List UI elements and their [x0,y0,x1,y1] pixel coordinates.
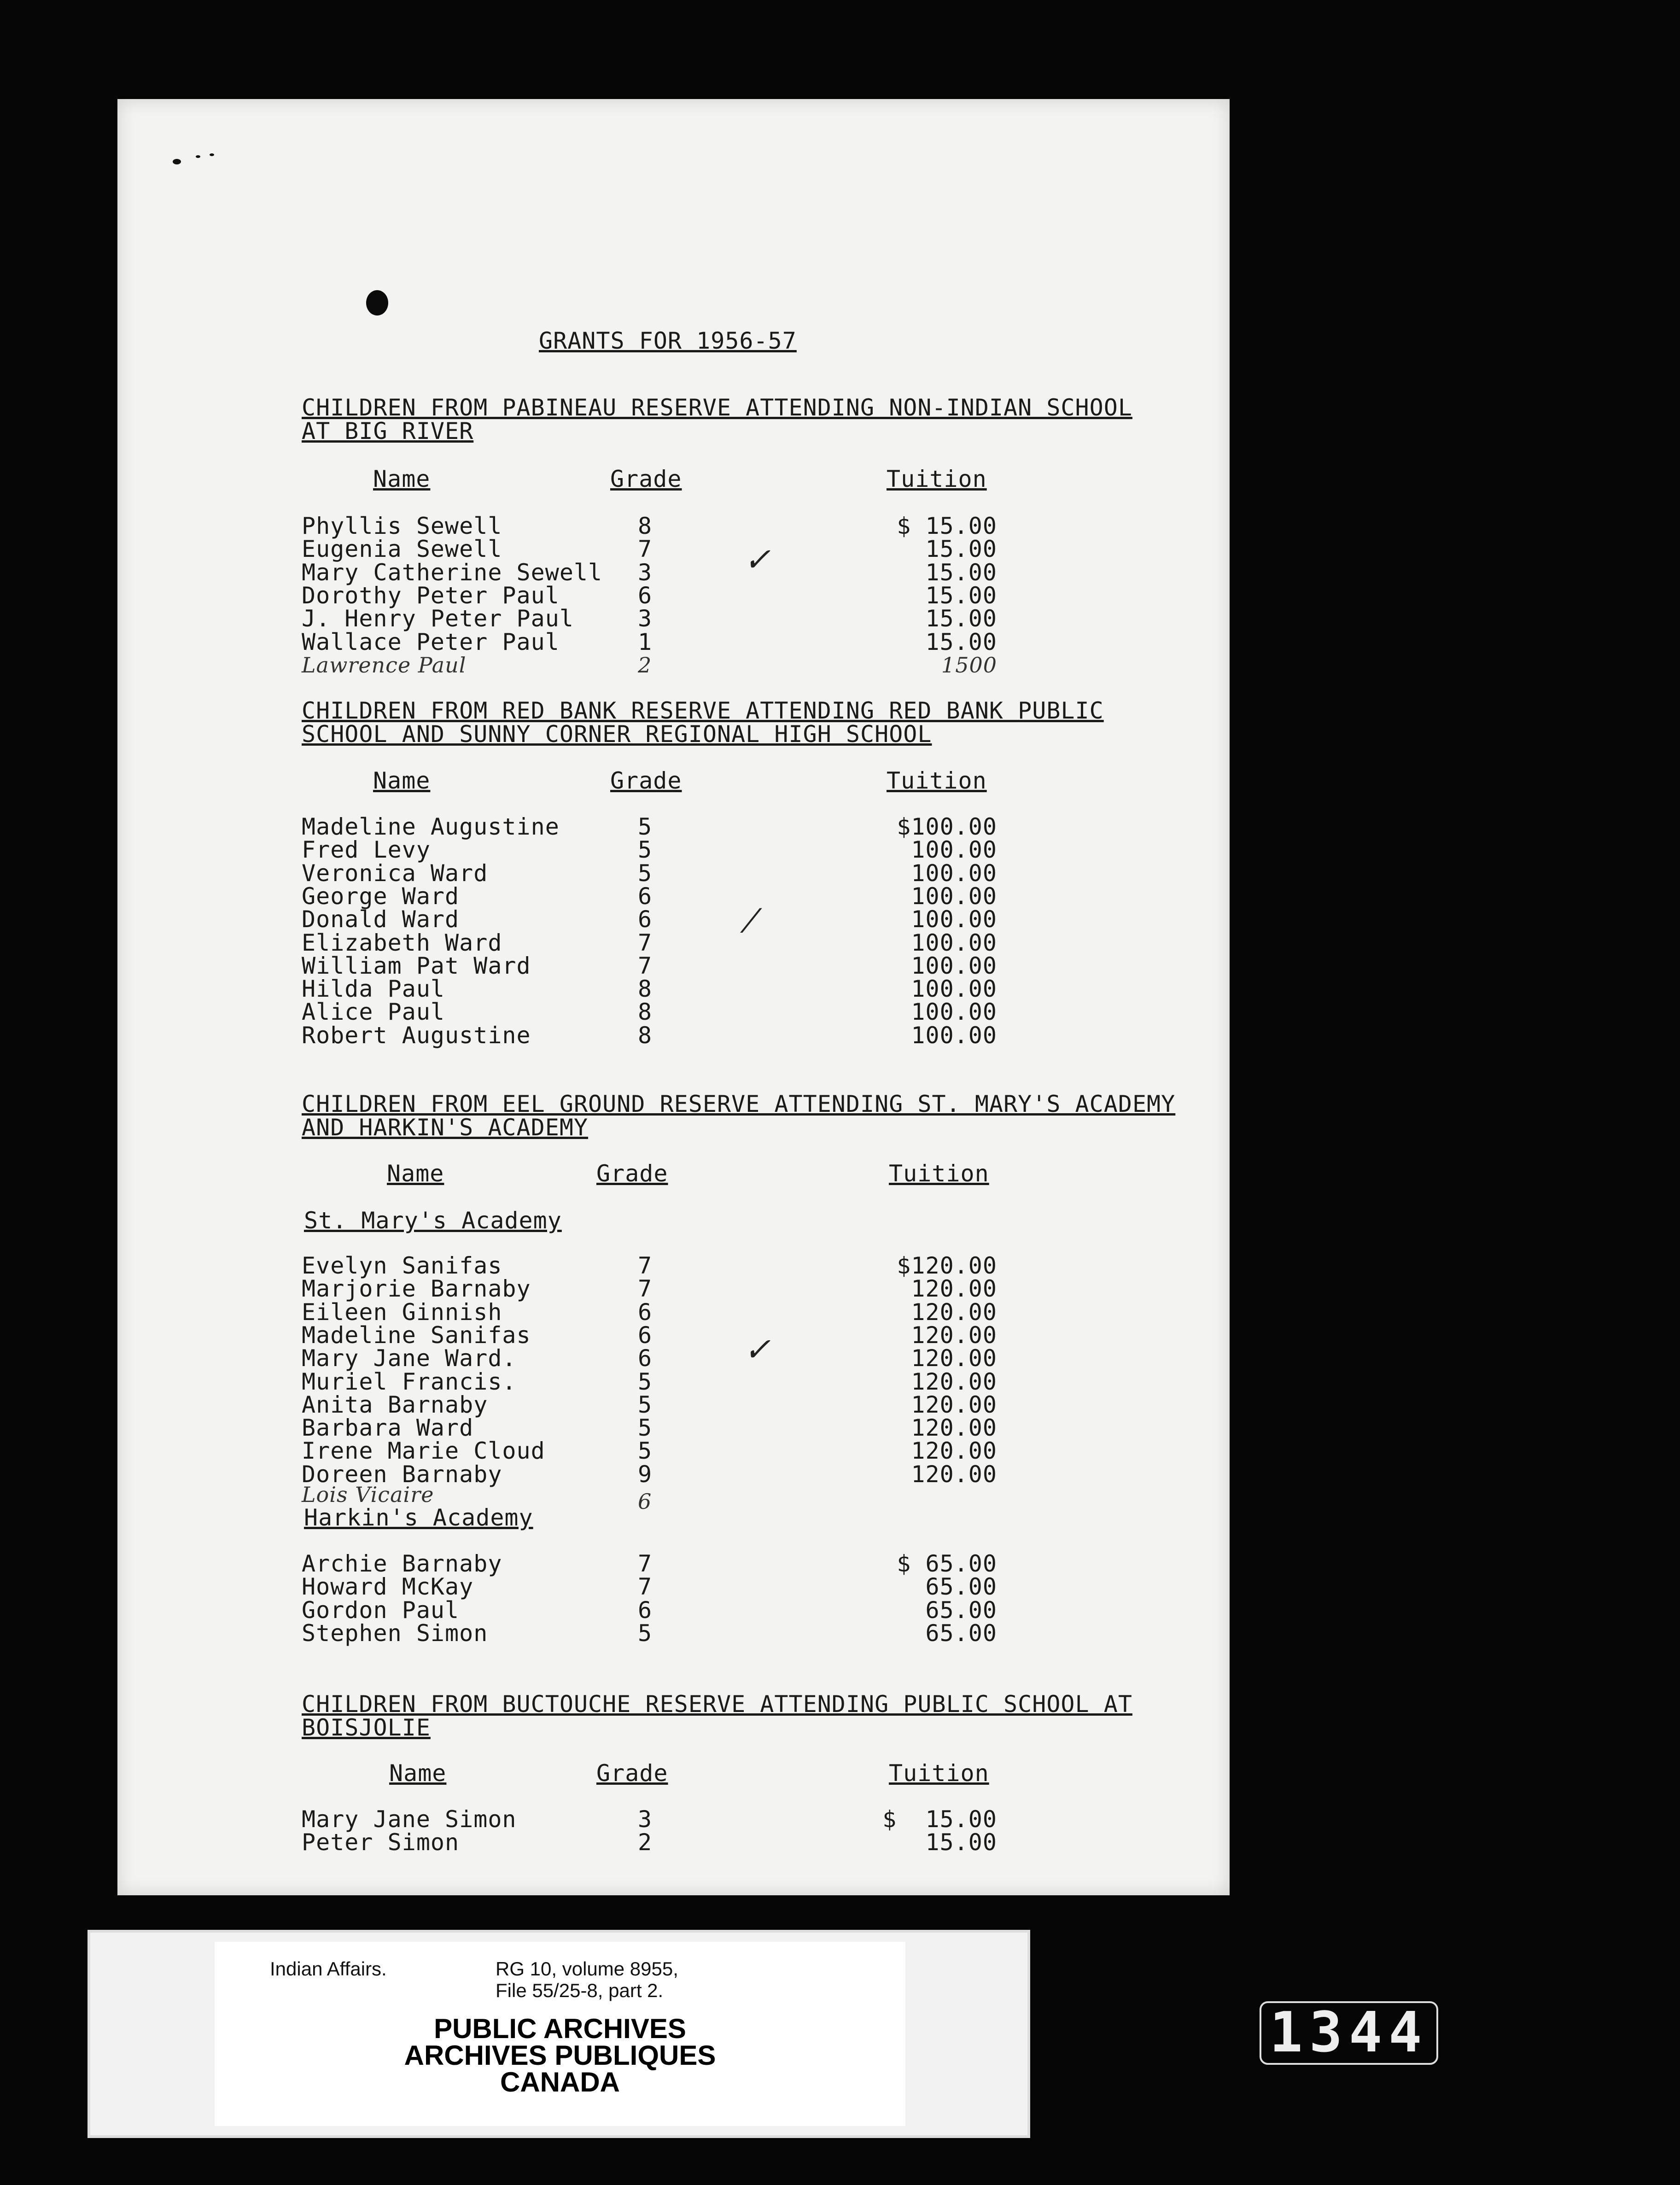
student-name: Mary Jane Ward. [302,1345,517,1372]
column-header-grade: Grade [596,1760,668,1787]
student-tuition: 100.00 [911,1022,997,1049]
student-grade: 5 [638,1437,653,1465]
student-grade: 7 [638,1550,653,1577]
table-row [117,1321,1230,1349]
table-row [117,1416,1230,1440]
student-grade: 5 [638,1391,653,1418]
table-row [117,882,1230,910]
student-grade: 5 [638,1368,653,1395]
handwritten-tuition: 1500 [941,653,997,678]
student-tuition: 100.00 [911,882,997,910]
table-row [117,977,1230,1001]
handwritten-row [117,654,1230,677]
student-name: Evelyn Sanifas [302,1252,502,1279]
subsection-title: St. Mary's Academy [304,1207,562,1234]
handwritten-row [117,1482,1230,1514]
table-row [117,1298,1230,1326]
student-tuition: 65.00 [925,1573,997,1601]
archive-label [88,1930,1030,2138]
student-tuition: 100.00 [911,999,997,1026]
handwritten-grade: 2 [638,653,652,678]
student-grade: 2 [638,1829,653,1856]
column-header-tuition: Tuition [889,1160,989,1187]
table-row [117,1000,1230,1024]
student-name: Irene Marie Cloud [302,1437,545,1465]
column-header-name: Name [373,466,431,492]
student-tuition: 120.00 [911,1321,997,1349]
student-name: Phyllis Sewell [302,513,502,539]
student-tuition: 100.00 [911,859,997,887]
table-row [117,1277,1230,1301]
student-grade: 6 [638,1596,653,1624]
table-row [117,931,1230,955]
handwritten-name: Lois Vicaire [302,1482,434,1507]
student-tuition: 100.00 [911,906,997,933]
student-name: Muriel Francis. [302,1368,517,1395]
student-grade: 8 [638,999,653,1026]
student-grade: 5 [638,1414,653,1442]
student-grade: 9 [638,1461,653,1488]
student-tuition: 120.00 [911,1345,997,1372]
student-grade: 6 [638,1298,653,1326]
label-reference-1: RG 10, volume 8955, [496,1958,678,1980]
table-row [117,537,1230,561]
student-name: Elizabeth Ward [302,929,502,956]
student-name: Barbara Ward [302,1414,474,1442]
student-name: Archie Barnaby [302,1550,502,1577]
student-name: Madeline Augustine [302,813,560,840]
student-tuition: 120.00 [911,1437,997,1465]
handwritten-name: Lawrence Paul [302,653,467,678]
student-grade: 3 [638,1806,653,1833]
frame-number: 1344 [1260,2001,1438,2065]
student-grade: 6 [638,1321,653,1349]
column-header-tuition: Tuition [889,1760,989,1787]
column-header-grade: Grade [610,767,682,794]
column-header-name: Name [389,1760,447,1787]
table-row [117,859,1230,887]
student-tuition: $ 15.00 [882,1806,997,1833]
student-name: William Pat Ward [302,952,531,979]
check-mark: ✓ [744,1331,771,1368]
table-row [117,607,1230,631]
student-tuition: $ 15.00 [897,513,997,539]
student-name: Veronica Ward [302,859,488,887]
table-row [117,1552,1230,1576]
section-heading: CHILDREN FROM RED BANK RESERVE ATTENDING RED BANK PUBLIC SCHOOL AND SUNNY CORNER REGIONAL HIGH SCHOOL [302,697,1104,748]
student-tuition: 100.00 [911,836,997,864]
student-tuition: 15.00 [925,582,997,609]
table-row [117,1370,1230,1394]
table-row [117,584,1230,608]
student-tuition: 100.00 [911,976,997,1003]
student-tuition: 15.00 [925,559,997,586]
student-grade: 7 [638,1252,653,1279]
table-row [117,838,1230,862]
institution-line-3: CANADA [500,2067,620,2097]
column-header-grade: Grade [596,1160,668,1187]
table-row [117,954,1230,978]
table-row [117,1831,1230,1854]
column-header-name: Name [373,767,431,794]
student-grade: 6 [638,1345,653,1372]
table-row [117,1439,1230,1463]
student-grade: 5 [638,836,653,864]
student-tuition: 65.00 [925,1596,997,1624]
student-name: Marjorie Barnaby [302,1275,531,1303]
student-tuition: 15.00 [925,628,997,655]
table-row [117,514,1230,538]
table-row [117,561,1230,584]
student-grade: 6 [638,906,653,933]
student-name: Anita Barnaby [302,1391,488,1418]
document-title: GRANTS FOR 1956-57 [539,327,797,354]
table-row [117,1393,1230,1417]
student-grade: 7 [638,536,653,563]
student-name: George Ward [302,882,460,910]
table-row [117,815,1230,839]
student-tuition: $100.00 [897,813,997,840]
student-grade: 3 [638,559,653,586]
student-name: Alice Paul [302,999,445,1026]
student-tuition: 120.00 [911,1298,997,1326]
student-grade: 7 [638,1573,653,1601]
student-grade: 6 [638,882,653,910]
student-name: Robert Augustine [302,1022,531,1049]
student-grade: 8 [638,513,653,539]
student-name: Gordon Paul [302,1596,460,1624]
document-page [117,99,1230,1895]
table-row [117,1596,1230,1624]
student-tuition: 15.00 [925,605,997,632]
student-tuition: 120.00 [911,1275,997,1303]
student-grade: 5 [638,1619,653,1647]
table-row [117,902,1230,940]
section-heading: CHILDREN FROM EEL GROUND RESERVE ATTENDING ST. MARY'S ACADEMY AND HARKIN'S ACADEMY [302,1091,1176,1141]
check-mark: ⁄ [748,902,754,940]
table-row [117,628,1230,655]
student-tuition: 120.00 [911,1368,997,1395]
student-name: Stephen Simon [302,1619,488,1647]
table-row [117,1575,1230,1599]
student-grade: 5 [638,813,653,840]
student-grade: 8 [638,976,653,1003]
student-name: Madeline Sanifas [302,1321,531,1349]
student-grade: 3 [638,605,653,632]
student-tuition: 15.00 [925,1829,997,1856]
column-header-tuition: Tuition [887,767,987,794]
student-tuition: 65.00 [925,1619,997,1647]
student-tuition: 120.00 [911,1461,997,1488]
subsection-title: Harkin's Academy [304,1504,533,1531]
table-row [117,1619,1230,1647]
student-grade: 6 [638,582,653,609]
table-row [117,1808,1230,1831]
student-tuition: 120.00 [911,1414,997,1442]
student-name: J. Henry Peter Paul [302,605,574,632]
section-heading: CHILDREN FROM BUCTOUCHE RESERVE ATTENDING PUBLIC SCHOOL AT BOISJOLIE [302,1691,1132,1741]
label-fonds: Indian Affairs. [270,1958,387,1980]
student-name: Mary Jane Simon [302,1806,517,1833]
student-grade: 7 [638,929,653,956]
student-grade: 1 [638,628,653,655]
student-tuition: 100.00 [911,952,997,979]
student-name: Fred Levy [302,836,431,864]
student-name: Howard McKay [302,1573,474,1601]
column-header-grade: Grade [610,466,682,492]
student-tuition: $ 65.00 [897,1550,997,1577]
student-name: Mary Catherine Sewell [302,559,603,586]
student-tuition: 100.00 [911,929,997,956]
student-name: Peter Simon [302,1829,460,1856]
label-reference-2: File 55/25-8, part 2. [496,1980,664,2001]
student-grade: 8 [638,1022,653,1049]
section-heading: CHILDREN FROM PABINEAU RESERVE ATTENDING NON-INDIAN SCHOOL AT BIG RIVER [302,394,1132,444]
student-grade: 5 [638,859,653,887]
student-name: Hilda Paul [302,976,445,1003]
student-name: Eileen Ginnish [302,1298,502,1326]
student-name: Wallace Peter Paul [302,628,560,655]
institution-line-2: ARCHIVES PUBLIQUES [404,2040,716,2071]
archive-label-inner [215,1942,905,2126]
column-header-tuition: Tuition [887,466,987,492]
student-name: Doreen Barnaby [302,1461,502,1488]
table-row [117,1347,1230,1370]
institution-line-1: PUBLIC ARCHIVES [434,2013,686,2044]
column-header-name: Name [387,1160,444,1187]
student-grade: 7 [638,1275,653,1303]
student-name: Dorothy Peter Paul [302,582,560,609]
handwritten-grade: 6 [638,1489,652,1514]
student-tuition: 15.00 [925,536,997,563]
table-row [117,1254,1230,1278]
student-tuition: 120.00 [911,1391,997,1418]
student-name: Donald Ward [302,906,460,933]
grants-document [117,99,1230,1895]
check-mark: ✓ [744,541,771,578]
student-tuition: $120.00 [897,1252,997,1279]
student-name: Eugenia Sewell [302,536,502,563]
student-grade: 7 [638,952,653,979]
table-row [117,1024,1230,1047]
